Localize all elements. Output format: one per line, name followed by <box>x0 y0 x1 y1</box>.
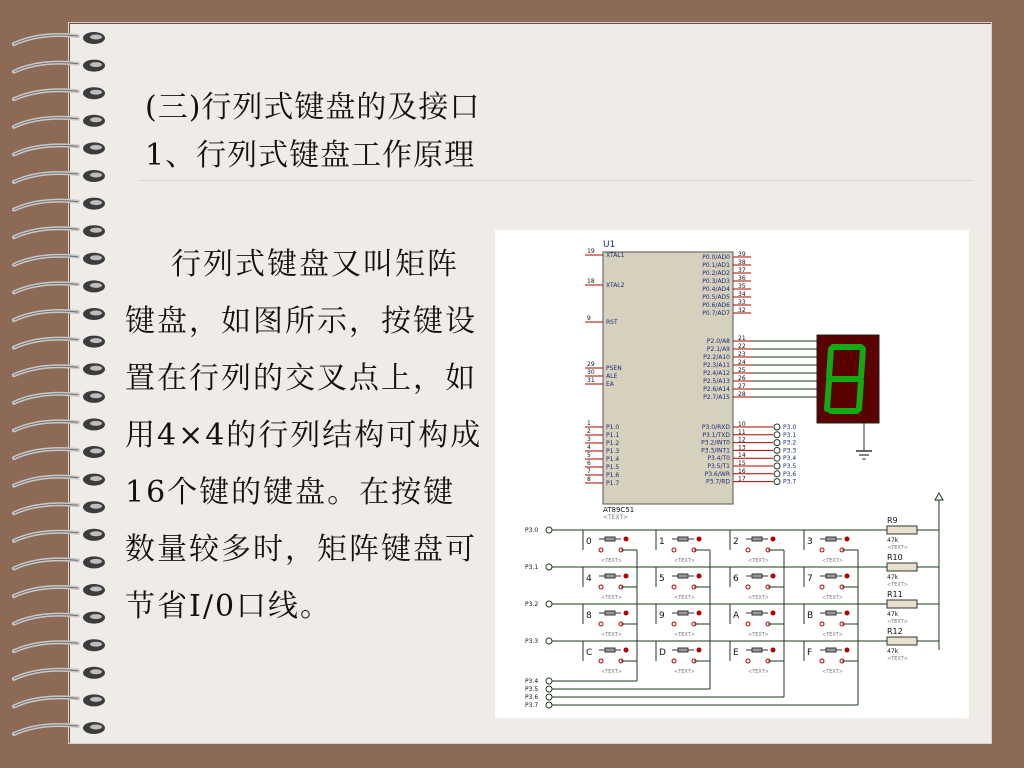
pin-name: ALE <box>606 373 618 380</box>
pullup-resistor <box>887 600 917 608</box>
spiral-binding <box>0 0 120 768</box>
resistor-tag: <TEXT> <box>887 656 908 662</box>
key-label: D <box>659 648 666 658</box>
key-text-tag: <TEXT> <box>748 632 769 638</box>
pin-name: EA <box>606 381 614 388</box>
column-label: P3.5 <box>525 686 539 693</box>
pin-number: 38 <box>738 259 746 266</box>
key-text-tag: <TEXT> <box>748 558 769 564</box>
terminal <box>774 440 780 446</box>
switch-button <box>826 648 836 652</box>
pin-name: P3.1/TXD <box>702 431 730 439</box>
switch-button <box>678 574 688 578</box>
terminal-label: P3.2 <box>783 439 797 447</box>
pin-number: 33 <box>738 299 746 306</box>
switch-pin <box>672 622 676 626</box>
pin-number: 29 <box>587 361 595 368</box>
key-text-tag: <TEXT> <box>601 669 622 675</box>
resistor-name: R12 <box>887 627 903 636</box>
switch-contact <box>771 611 776 616</box>
switch-contact <box>845 648 850 653</box>
pin-name: P0.0/AD0 <box>702 254 730 261</box>
terminal <box>774 471 780 477</box>
pin-name: XTAL2 <box>606 282 625 289</box>
switch-pin <box>820 659 824 663</box>
pin-name: P2.0/A8 <box>706 338 730 345</box>
spiral-ring <box>14 253 105 265</box>
pin-number: 19 <box>587 248 595 255</box>
switch-pin <box>599 548 603 552</box>
switch-contact <box>771 574 776 579</box>
spiral-ring <box>14 722 105 734</box>
pullup-resistor <box>887 563 917 571</box>
pin-name: P0.4/AD4 <box>702 286 730 293</box>
pin-name: RST <box>606 319 618 326</box>
key-text-tag: <TEXT> <box>674 669 695 675</box>
pin-name: P3.2/INT0 <box>701 439 730 447</box>
switch-contact <box>845 611 850 616</box>
switch-pin <box>746 659 750 663</box>
terminal-label: P3.3 <box>783 447 797 455</box>
title-divider <box>140 180 972 181</box>
pin-number: 39 <box>738 251 746 258</box>
pin-name: P1.5 <box>606 464 620 471</box>
resistor-name: R11 <box>887 590 903 599</box>
pin-number: 8 <box>587 476 591 483</box>
pin-name: P3.3/INT1 <box>701 447 730 455</box>
terminal-label: P3.0 <box>783 424 797 431</box>
spiral-ring <box>14 32 105 44</box>
pin-number: 4 <box>587 444 591 451</box>
terminal-label: P3.1 <box>783 431 797 439</box>
terminal-label: P3.4 <box>783 455 797 463</box>
switch-contact <box>845 574 850 579</box>
switch-contact <box>771 648 776 653</box>
power-arrow <box>935 493 943 500</box>
switch-contact <box>624 648 629 653</box>
pin-number: 17 <box>738 475 746 483</box>
key-label: 2 <box>733 537 739 547</box>
pin-number: 35 <box>738 283 746 290</box>
switch-pin <box>820 585 824 589</box>
resistor-value: 47k <box>887 574 899 581</box>
chip-part-number: AT89C51 <box>603 506 635 514</box>
pin-number: 26 <box>738 375 746 382</box>
key-label: 4 <box>586 574 592 584</box>
pin-number: 23 <box>738 351 746 358</box>
pin-name: P0.6/AD6 <box>702 302 730 309</box>
switch-button <box>678 611 688 615</box>
terminal-label: P3.6 <box>783 470 797 478</box>
switch-contact <box>771 537 776 542</box>
pin-number: 13 <box>738 444 746 452</box>
terminal <box>774 424 780 430</box>
spiral-ring <box>14 474 105 486</box>
spiral-ring <box>14 336 105 348</box>
key-label: 7 <box>807 574 813 584</box>
terminal <box>546 638 552 644</box>
resistor-value: 47k <box>887 611 899 618</box>
pin-number: 18 <box>587 278 595 285</box>
pin-name: P3.4/T0 <box>707 455 730 463</box>
switch-pin <box>599 585 603 589</box>
switch-contact <box>845 537 850 542</box>
spiral-ring <box>14 391 105 403</box>
spiral-ring <box>14 115 105 127</box>
key-label: F <box>807 648 813 658</box>
chip-label: U1 <box>603 240 616 250</box>
key-label: 5 <box>659 574 665 584</box>
switch-pin <box>672 548 676 552</box>
spiral-ring <box>14 87 105 99</box>
terminal <box>774 463 780 469</box>
display-segment <box>861 349 863 377</box>
column-label: P3.6 <box>525 694 539 701</box>
pin-name: P2.4/A12 <box>703 370 730 377</box>
key-label: 3 <box>807 537 813 547</box>
pin-name: P2.1/A9 <box>706 346 730 353</box>
column-label: P3.4 <box>525 678 539 685</box>
terminal <box>546 601 552 607</box>
spiral-ring <box>14 694 105 706</box>
spiral-ring <box>14 446 105 458</box>
spiral-ring <box>14 142 105 154</box>
pin-name: P2.7/A15 <box>703 394 730 401</box>
switch-contact <box>697 574 702 579</box>
key-text-tag: <TEXT> <box>822 669 843 675</box>
spiral-ring <box>14 418 105 430</box>
row-label: P3.3 <box>525 638 539 645</box>
pin-name: P3.7/RD <box>706 478 730 486</box>
key-label: 8 <box>586 611 592 621</box>
pin-name: P2.3/A11 <box>703 362 730 369</box>
pin-number: 30 <box>587 369 595 376</box>
switch-button <box>605 574 615 578</box>
terminal <box>546 527 552 533</box>
spiral-ring <box>14 363 105 375</box>
pullup-resistor <box>887 637 917 645</box>
spiral-ring <box>14 170 105 182</box>
pin-name: XTAL1 <box>606 252 625 259</box>
resistor-tag: <TEXT> <box>887 545 908 551</box>
key-text-tag: <TEXT> <box>674 558 695 564</box>
key-text-tag: <TEXT> <box>822 595 843 601</box>
spiral-ring <box>14 280 105 292</box>
key-label: A <box>733 611 740 621</box>
key-text-tag: <TEXT> <box>601 632 622 638</box>
pin-number: 27 <box>738 383 746 390</box>
pin-number: 25 <box>738 367 746 374</box>
switch-pin <box>672 585 676 589</box>
pin-number: 22 <box>738 343 746 350</box>
pin-number: 31 <box>587 377 595 384</box>
key-label: 6 <box>733 574 739 584</box>
key-label: 1 <box>659 537 665 547</box>
switch-button <box>826 574 836 578</box>
key-label: B <box>807 611 814 621</box>
pin-name: P2.5/A13 <box>703 378 730 385</box>
pin-number: 3 <box>587 436 591 443</box>
switch-button <box>605 648 615 652</box>
pullup-resistor <box>887 526 917 534</box>
switch-pin <box>599 622 603 626</box>
row-label: P3.0 <box>525 527 539 534</box>
key-text-tag: <TEXT> <box>601 595 622 601</box>
spiral-ring <box>14 60 105 72</box>
pin-name: P1.2 <box>606 440 620 447</box>
pin-number: 28 <box>738 391 746 398</box>
spiral-ring <box>14 308 105 320</box>
switch-contact <box>697 648 702 653</box>
switch-button <box>752 611 762 615</box>
pin-number: 36 <box>738 275 746 282</box>
pin-number: 16 <box>738 467 746 475</box>
pin-number: 15 <box>738 460 746 467</box>
terminal <box>546 686 552 692</box>
switch-contact <box>697 611 702 616</box>
terminal <box>546 678 552 684</box>
pin-name: P1.7 <box>606 480 620 487</box>
row-label: P3.2 <box>525 601 539 608</box>
spiral-ring <box>14 612 105 624</box>
switch-pin <box>820 548 824 552</box>
spiral-ring <box>14 584 105 596</box>
pin-name: P2.2/A10 <box>703 354 730 361</box>
pin-name: P1.4 <box>606 456 620 463</box>
pin-name: P2.6/A14 <box>703 386 730 393</box>
switch-pin <box>746 622 750 626</box>
pin-name: PSEN <box>606 365 622 372</box>
display-segment <box>859 381 861 409</box>
terminal <box>774 455 780 461</box>
pin-name: P0.2/AD2 <box>702 270 730 277</box>
pin-name: P1.3 <box>606 448 620 455</box>
terminal <box>546 702 552 708</box>
switch-button <box>752 574 762 578</box>
switch-pin <box>599 659 603 663</box>
terminal <box>774 447 780 453</box>
switch-contact <box>697 537 702 542</box>
resistor-name: R9 <box>887 516 898 525</box>
key-label: E <box>733 648 739 658</box>
switch-pin <box>746 585 750 589</box>
pin-name: P0.1/AD1 <box>702 262 730 269</box>
pin-number: 21 <box>738 335 746 342</box>
pin-number: 24 <box>738 359 746 366</box>
pin-number: 10 <box>738 421 746 428</box>
pin-number: 12 <box>738 436 746 444</box>
resistor-value: 47k <box>887 648 899 655</box>
keypad-circuit-diagram <box>495 230 969 718</box>
terminal <box>774 432 780 438</box>
pin-number: 14 <box>738 452 746 460</box>
resistor-name: R10 <box>887 553 903 562</box>
switch-button <box>605 537 615 541</box>
key-label: C <box>586 648 593 658</box>
switch-pin <box>820 622 824 626</box>
slide-title: (三)行列式键盘的及接口 <box>145 90 481 125</box>
switch-button <box>678 537 688 541</box>
circuit-figure <box>495 230 969 718</box>
switch-contact <box>624 537 629 542</box>
body-paragraph: 行列式键盘又叫矩阵键盘，如图所示，按键设置在行列的交叉点上，如用4×4的行列结构可构成16个键的键盘。在按键数量较多时，矩阵键盘可节省I/0口线。 <box>125 247 483 624</box>
spiral-ring <box>14 225 105 237</box>
pin-name: P0.7/AD7 <box>702 310 730 317</box>
key-text-tag: <TEXT> <box>674 632 695 638</box>
switch-contact <box>624 574 629 579</box>
pin-number: 32 <box>738 307 746 314</box>
pin-name: P0.3/AD3 <box>702 278 730 285</box>
switch-pin <box>672 659 676 663</box>
switch-contact <box>624 611 629 616</box>
column-label: P3.7 <box>525 702 539 709</box>
resistor-tag: <TEXT> <box>887 582 908 588</box>
row-label: P3.1 <box>525 564 539 571</box>
key-label: 9 <box>659 611 665 621</box>
pin-number: 2 <box>587 428 591 435</box>
spiral-ring <box>14 667 105 679</box>
pin-number: 6 <box>587 460 591 467</box>
pin-number: 7 <box>587 468 591 475</box>
switch-button <box>605 611 615 615</box>
pin-number: 9 <box>587 315 591 322</box>
spiral-ring <box>14 529 105 541</box>
pin-name: P1.0 <box>606 424 620 431</box>
spiral-ring <box>14 556 105 568</box>
terminal <box>546 564 552 570</box>
pin-name: P1.1 <box>606 432 620 439</box>
pin-number: 34 <box>738 291 746 298</box>
pin-number: 1 <box>587 420 591 427</box>
pin-number: 11 <box>738 428 746 436</box>
chip-text-tag: <TEXT> <box>603 514 629 521</box>
key-text-tag: <TEXT> <box>822 558 843 564</box>
spiral-ring <box>14 639 105 651</box>
key-text-tag: <TEXT> <box>601 558 622 564</box>
terminal-label: P3.7 <box>783 478 797 486</box>
terminal <box>774 479 780 485</box>
display-segment <box>829 349 831 377</box>
key-text-tag: <TEXT> <box>748 669 769 675</box>
pin-name: P3.0/RXD <box>701 424 730 431</box>
pin-name: P3.6/WR <box>704 470 730 478</box>
key-text-tag: <TEXT> <box>748 595 769 601</box>
switch-button <box>826 611 836 615</box>
pin-number: 5 <box>587 452 591 459</box>
switch-pin <box>746 548 750 552</box>
switch-button <box>752 537 762 541</box>
pin-number: 37 <box>738 267 746 274</box>
resistor-tag: <TEXT> <box>887 619 908 625</box>
spiral-ring <box>14 198 105 210</box>
spiral-ring <box>14 501 105 513</box>
pin-name: P1.6 <box>606 472 620 479</box>
switch-button <box>752 648 762 652</box>
switch-button <box>678 648 688 652</box>
body-text <box>125 236 485 635</box>
key-text-tag: <TEXT> <box>674 595 695 601</box>
key-text-tag: <TEXT> <box>822 632 843 638</box>
terminal <box>546 694 552 700</box>
key-label: 0 <box>586 537 592 547</box>
display-segment <box>827 381 829 409</box>
switch-button <box>826 537 836 541</box>
resistor-value: 47k <box>887 537 899 544</box>
pin-name: P3.5/T1 <box>707 463 730 470</box>
slide-subtitle: 1、行列式键盘工作原理 <box>145 138 476 173</box>
pin-name: P0.5/AD5 <box>702 294 730 301</box>
terminal-label: P3.5 <box>783 463 797 470</box>
